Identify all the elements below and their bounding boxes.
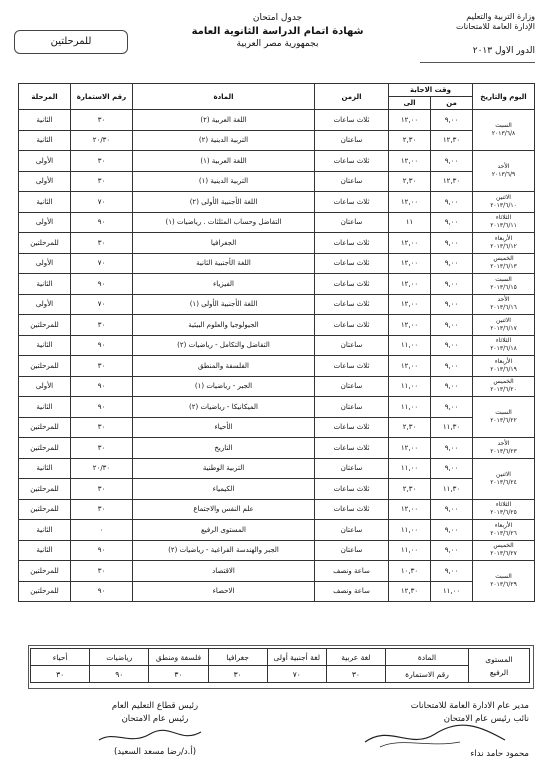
table-row bbox=[19, 540, 535, 561]
end-time-cell: ١٢,٠٠ bbox=[389, 274, 431, 295]
duration-cell: ثلاث ساعات bbox=[315, 110, 389, 131]
start-time-cell: ٩,٠٠ bbox=[431, 397, 473, 418]
form-number-cell: ٩٠ bbox=[71, 376, 133, 397]
stage-cell: الثانية bbox=[19, 274, 71, 295]
table-row bbox=[19, 274, 535, 295]
subject-cell: التفاضل والتكامل - رياضيات (٢) bbox=[133, 335, 315, 356]
stage-cell: للمرحلتين bbox=[19, 438, 71, 459]
subject-cell: اللغة الأجنبية الأولى (١) bbox=[133, 294, 315, 315]
schedule-body bbox=[19, 110, 535, 602]
handwritten-signature-left bbox=[95, 726, 205, 748]
form-number-cell: ٣٠ bbox=[71, 356, 133, 377]
signatory-title: رئيس قطاع التعليم العام bbox=[111, 701, 199, 711]
end-time-cell: ١٢,٠٠ bbox=[389, 315, 431, 336]
exam-date: ٢٠١٣/٦/٢٣ bbox=[490, 447, 517, 455]
end-time-cell: ١١,٠٠ bbox=[389, 540, 431, 561]
exam-date: ٢٠١٣/٦/١٦ bbox=[490, 304, 517, 312]
day-name: الأربعاء bbox=[494, 521, 513, 529]
start-time-cell: ٩,٠٠ bbox=[431, 335, 473, 356]
ministry-name: وزارة التربية والتعليم bbox=[466, 12, 535, 21]
form-number-cell: ٧٠ bbox=[71, 294, 133, 315]
form-number-cell: ٣٠ bbox=[71, 479, 133, 500]
duration-cell: ثلاث ساعات bbox=[315, 151, 389, 172]
subject-cell: الأحياء bbox=[133, 417, 315, 438]
start-time-cell: ٩,٠٠ bbox=[431, 561, 473, 582]
footer-level-value: الرفيع bbox=[489, 667, 509, 677]
end-time-cell: ١٢,٠٠ bbox=[389, 438, 431, 459]
table-row bbox=[19, 356, 535, 377]
subject-cell: التربية الوطنية bbox=[133, 458, 315, 479]
duration-cell: ساعتان bbox=[315, 130, 389, 151]
exam-date: ٢٠١٣/٦/١٥ bbox=[490, 283, 517, 291]
table-row bbox=[19, 212, 535, 233]
day-name: الاثنين bbox=[496, 193, 511, 201]
duration-cell: ثلاث ساعات bbox=[315, 274, 389, 295]
day-date-cell bbox=[473, 335, 535, 356]
stage-cell: الأولى bbox=[19, 212, 71, 233]
form-number-cell: ٧٠ bbox=[71, 253, 133, 274]
stage-cell: الثانية bbox=[19, 458, 71, 479]
day-name: الأحد bbox=[497, 439, 510, 447]
day-name: الأربعاء bbox=[494, 357, 513, 365]
header-divider bbox=[420, 62, 535, 63]
exam-date: ٢٠١٣/٦/٩ bbox=[491, 171, 516, 178]
subject-cell: الميكانيكا - رياضيات (٢) bbox=[133, 397, 315, 418]
start-time-cell: ٩,٠٠ bbox=[431, 253, 473, 274]
subject-cell: الجبر والهندسة الفراغية - رياضيات (٢) bbox=[133, 540, 315, 561]
end-time-cell: ١٢,٣٠ bbox=[389, 581, 431, 602]
stage-cell: للمرحلتين bbox=[19, 499, 71, 520]
end-time-cell: ١١ bbox=[389, 212, 431, 233]
subject-cell: الجغرافيا bbox=[133, 233, 315, 254]
footer-form: ٣٠ bbox=[31, 666, 90, 683]
footer-table bbox=[30, 648, 530, 683]
day-name: السبت bbox=[495, 275, 512, 283]
signatory-name: محمود حامد نداء bbox=[470, 749, 529, 759]
form-number-cell: ٩٠ bbox=[71, 212, 133, 233]
day-name: الاثنين bbox=[496, 316, 511, 324]
table-row bbox=[19, 458, 535, 479]
day-date-cell bbox=[473, 356, 535, 377]
end-time-cell: ١٢,٠٠ bbox=[389, 151, 431, 172]
footer-subject: أحياء bbox=[31, 649, 90, 666]
form-number-cell: ٩٠ bbox=[71, 397, 133, 418]
exam-date: ٢٠١٣/٦/١١ bbox=[490, 222, 517, 230]
day-date-cell bbox=[473, 376, 535, 397]
header-form-no: رقم الاستمارة bbox=[71, 84, 133, 110]
day-name: الخميس bbox=[493, 542, 514, 550]
start-time-cell: ٩,٠٠ bbox=[431, 110, 473, 131]
form-number-cell: ٣٠ bbox=[71, 110, 133, 131]
form-number-cell: ٣٠ bbox=[71, 233, 133, 254]
exam-round: الدور الاول ٢٠١٣ bbox=[472, 46, 535, 56]
day-date-cell bbox=[473, 397, 535, 438]
start-time-cell: ٩,٠٠ bbox=[431, 376, 473, 397]
start-time-cell: ١١,٣٠ bbox=[431, 417, 473, 438]
table-row bbox=[19, 192, 535, 213]
table-row bbox=[19, 499, 535, 520]
signatory-name: (أ.د/رضا مسعد السعيد) bbox=[113, 747, 197, 757]
day-name: الخميس bbox=[493, 378, 514, 386]
duration-cell: ساعتان bbox=[315, 376, 389, 397]
start-time-cell: ٩,٠٠ bbox=[431, 294, 473, 315]
day-date-cell bbox=[473, 212, 535, 233]
subject-cell: الكيمياء bbox=[133, 479, 315, 500]
table-row bbox=[19, 479, 535, 500]
subject-cell: التربية الدينية (٢) bbox=[133, 130, 315, 151]
start-time-cell: ٩,٠٠ bbox=[431, 499, 473, 520]
form-number-cell: ٣٠ bbox=[71, 499, 133, 520]
stage-cell: للمرحلتين bbox=[19, 356, 71, 377]
subject-cell: الاحصاء bbox=[133, 581, 315, 602]
form-number-cell: ٣٠ bbox=[71, 315, 133, 336]
end-time-cell: ١٢,٠٠ bbox=[389, 499, 431, 520]
stage-cell: للمرحلتين bbox=[19, 315, 71, 336]
start-time-cell: ١٢,٣٠ bbox=[431, 171, 473, 192]
subject-cell: الجيولوجيا والعلوم البيئية bbox=[133, 315, 315, 336]
footer-form: ٣٠ bbox=[208, 666, 267, 683]
stage-cell: للمرحلتين bbox=[19, 479, 71, 500]
day-name: السبت bbox=[495, 409, 512, 416]
table-row bbox=[19, 520, 535, 541]
end-time-cell: ١٢,٠٠ bbox=[389, 233, 431, 254]
exam-date: ٢٠١٣/٦/٢٤ bbox=[490, 478, 517, 486]
end-time-cell: ١٢,٠٠ bbox=[389, 294, 431, 315]
form-number-cell: ٩٠ bbox=[71, 274, 133, 295]
footer-subject: رياضيات bbox=[90, 649, 149, 666]
subject-cell: اللغة العربية (٢) bbox=[133, 110, 315, 131]
end-time-cell: ١٢,٠٠ bbox=[389, 192, 431, 213]
end-time-cell: ٢,٣٠ bbox=[389, 417, 431, 438]
duration-cell: ساعتان bbox=[315, 397, 389, 418]
stage-cell: للمرحلتين bbox=[19, 581, 71, 602]
end-time-cell: ١٢,٠٠ bbox=[389, 253, 431, 274]
schedule-table bbox=[18, 83, 535, 602]
table-row bbox=[19, 151, 535, 172]
day-date-cell bbox=[473, 315, 535, 336]
start-time-cell: ٩,٠٠ bbox=[431, 212, 473, 233]
duration-cell: ثلاث ساعات bbox=[315, 438, 389, 459]
start-time-cell: ١٢,٣٠ bbox=[431, 130, 473, 151]
start-time-cell: ٩,٠٠ bbox=[431, 458, 473, 479]
signatory-role: نائب رئيس عام الامتحان bbox=[443, 714, 529, 724]
table-row bbox=[19, 581, 535, 602]
duration-cell: ساعتان bbox=[315, 171, 389, 192]
footer-subject: جغرافيا bbox=[208, 649, 267, 666]
end-time-cell: ١١,٠٠ bbox=[389, 376, 431, 397]
end-time-cell: ١٢,٠٠ bbox=[389, 356, 431, 377]
header-answer-time: وقت الاجابة bbox=[389, 84, 473, 97]
footer-level-label: المستوى bbox=[485, 654, 513, 664]
form-number-cell: ٣٠ bbox=[71, 438, 133, 459]
table-row bbox=[19, 171, 535, 192]
stage-cell: الأولى bbox=[19, 376, 71, 397]
duration-cell: ثلاث ساعات bbox=[315, 233, 389, 254]
subject-cell: الفلسفة والمنطق bbox=[133, 356, 315, 377]
day-name: الثلاثاء bbox=[495, 214, 512, 222]
footer-subject-label: المادة bbox=[386, 649, 469, 666]
duration-cell: ساعتان bbox=[315, 335, 389, 356]
stage-cell: الثانية bbox=[19, 520, 71, 541]
header-day-date: اليوم والتاريخ bbox=[473, 84, 535, 110]
duration-cell: ساعتان bbox=[315, 458, 389, 479]
stage-cell: الثانية bbox=[19, 110, 71, 131]
form-number-cell: ٣٠ bbox=[71, 171, 133, 192]
day-name: الثلاثاء bbox=[495, 337, 512, 345]
duration-cell: ثلاث ساعات bbox=[315, 192, 389, 213]
subject-cell: الفيزياء bbox=[133, 274, 315, 295]
department-name: الإدارة العامة للامتحانات bbox=[456, 22, 535, 31]
end-time-cell: ١١,٠٠ bbox=[389, 335, 431, 356]
stage-cell: الثانية bbox=[19, 130, 71, 151]
duration-cell: ساعة ونصف bbox=[315, 561, 389, 582]
document-title bbox=[170, 12, 385, 51]
title-line-2: شهادة اتمام الدراسة الثانوية العامة bbox=[191, 26, 364, 37]
exam-date: ٢٠١٣/٦/٢٧ bbox=[490, 550, 517, 558]
day-date-cell bbox=[473, 540, 535, 561]
day-date-cell bbox=[473, 274, 535, 295]
header-to: الى bbox=[389, 97, 431, 110]
table-row bbox=[19, 335, 535, 356]
table-row bbox=[19, 417, 535, 438]
form-number-cell: ٩٠ bbox=[71, 335, 133, 356]
exam-date: ٢٠١٣/٦/١٣ bbox=[490, 263, 517, 271]
stage-cell: للمرحلتين bbox=[19, 417, 71, 438]
footer-form: ٧٠ bbox=[267, 666, 326, 683]
day-name: الأحد bbox=[497, 163, 510, 170]
end-time-cell: ١١,٠٠ bbox=[389, 520, 431, 541]
form-number-cell: ٠ bbox=[71, 520, 133, 541]
exam-date: ٢٠١٣/٦/٢٠ bbox=[490, 386, 517, 394]
form-number-cell: ٩٠ bbox=[71, 581, 133, 602]
day-date-cell bbox=[473, 561, 535, 602]
exam-date: ٢٠١٣/٦/٢٢ bbox=[490, 417, 517, 424]
subject-cell: اللغة الأجنبية الثانية bbox=[133, 253, 315, 274]
end-time-cell: ١١,٠٠ bbox=[389, 397, 431, 418]
day-name: السبت bbox=[495, 573, 512, 580]
end-time-cell: ٢,٣٠ bbox=[389, 130, 431, 151]
start-time-cell: ٩,٠٠ bbox=[431, 438, 473, 459]
duration-cell: ثلاث ساعات bbox=[315, 417, 389, 438]
exam-date: ٢٠١٣/٦/١٩ bbox=[490, 365, 517, 373]
subject-cell: التاريخ bbox=[133, 438, 315, 459]
subject-cell: اللغة الأجنبية الأولى (٢) bbox=[133, 192, 315, 213]
duration-cell: ساعتان bbox=[315, 212, 389, 233]
day-date-cell bbox=[473, 110, 535, 151]
subject-cell: الجبر - رياضيات (١) bbox=[133, 376, 315, 397]
end-time-cell: ١١,٠٠ bbox=[389, 458, 431, 479]
day-name: الأربعاء bbox=[494, 234, 513, 242]
day-date-cell bbox=[473, 233, 535, 254]
start-time-cell: ٩,٠٠ bbox=[431, 540, 473, 561]
table-row bbox=[19, 130, 535, 151]
table-row bbox=[19, 253, 535, 274]
start-time-cell: ١١,٠٠ bbox=[431, 581, 473, 602]
duration-cell: ثلاث ساعات bbox=[315, 315, 389, 336]
footer-subject: لغة أجنبية أولى bbox=[267, 649, 326, 666]
footer-form: ٣٠ bbox=[149, 666, 208, 683]
footer-form: ٩٠ bbox=[90, 666, 149, 683]
day-name: الأحد bbox=[497, 296, 510, 304]
table-row bbox=[19, 294, 535, 315]
form-number-cell: ٢٠/٣٠ bbox=[71, 458, 133, 479]
table-row bbox=[19, 376, 535, 397]
form-number-cell: ٢٠/٣٠ bbox=[71, 130, 133, 151]
duration-cell: ساعة ونصف bbox=[315, 581, 389, 602]
stage-cell: الأولى bbox=[19, 171, 71, 192]
footer-level-cell bbox=[469, 649, 530, 683]
end-time-cell: ٢,٣٠ bbox=[389, 479, 431, 500]
day-date-cell bbox=[473, 151, 535, 192]
exam-date: ٢٠١٣/٦/١٢ bbox=[490, 242, 517, 250]
start-time-cell: ٩,٠٠ bbox=[431, 520, 473, 541]
subject-cell: المستوى الرفيع bbox=[133, 520, 315, 541]
start-time-cell: ٩,٠٠ bbox=[431, 192, 473, 213]
end-time-cell: ١٠,٣٠ bbox=[389, 561, 431, 582]
stage-cell: الثانية bbox=[19, 540, 71, 561]
footer-form-label: رقم الاستمارة bbox=[386, 666, 469, 683]
day-date-cell bbox=[473, 438, 535, 459]
form-number-cell: ٧٠ bbox=[71, 192, 133, 213]
form-number-cell: ٣٠ bbox=[71, 561, 133, 582]
duration-cell: ساعتان bbox=[315, 540, 389, 561]
header-stage: المرحلة bbox=[19, 84, 71, 110]
day-name: الثلاثاء bbox=[495, 501, 512, 509]
header-duration: الزمن bbox=[315, 84, 389, 110]
day-name: الخميس bbox=[493, 255, 514, 263]
day-date-cell bbox=[473, 499, 535, 520]
duration-cell: ساعتان bbox=[315, 520, 389, 541]
table-row bbox=[19, 438, 535, 459]
start-time-cell: ١١,٣٠ bbox=[431, 479, 473, 500]
form-number-cell: ٣٠ bbox=[71, 417, 133, 438]
footer-form: ٣٠ bbox=[326, 666, 385, 683]
day-date-cell bbox=[473, 192, 535, 213]
stage-cell: الثانية bbox=[19, 192, 71, 213]
duration-cell: ثلاث ساعات bbox=[315, 356, 389, 377]
form-number-cell: ٩٠ bbox=[71, 540, 133, 561]
stage-cell: للمرحلتين bbox=[19, 561, 71, 582]
stage-cell: الأولى bbox=[19, 294, 71, 315]
exam-date: ٢٠١٣/٦/٢٥ bbox=[490, 509, 517, 517]
exam-date: ٢٠١٣/٦/٢٩ bbox=[490, 581, 517, 588]
table-row bbox=[19, 110, 535, 131]
subject-cell: التربية الدينية (١) bbox=[133, 171, 315, 192]
exam-date: ٢٠١٣/٦/١٧ bbox=[490, 324, 517, 332]
end-time-cell: ١٢,٠٠ bbox=[389, 110, 431, 131]
footer-subject: فلسفة ومنطق bbox=[149, 649, 208, 666]
stage-cell: الثانية bbox=[19, 335, 71, 356]
day-date-cell bbox=[473, 458, 535, 499]
table-row bbox=[19, 397, 535, 418]
table-row bbox=[19, 233, 535, 254]
duration-cell: ثلاث ساعات bbox=[315, 294, 389, 315]
start-time-cell: ٩,٠٠ bbox=[431, 315, 473, 336]
exam-date: ٢٠١٣/٦/١٨ bbox=[490, 345, 517, 353]
duration-cell: ثلاث ساعات bbox=[315, 479, 389, 500]
subject-cell: الاقتصاد bbox=[133, 561, 315, 582]
stage-box: للمرحلتين bbox=[14, 30, 128, 54]
stage-cell: الثانية bbox=[19, 397, 71, 418]
table-row bbox=[19, 315, 535, 336]
exam-date: ٢٠١٣/٦/١٠ bbox=[490, 201, 517, 209]
start-time-cell: ٩,٠٠ bbox=[431, 151, 473, 172]
exam-date: ٢٠١٣/٦/٨ bbox=[491, 130, 516, 137]
exam-date: ٢٠١٣/٦/٢٦ bbox=[490, 529, 517, 537]
title-line-1: جدول امتحان bbox=[252, 13, 303, 23]
ministry-header bbox=[415, 12, 535, 56]
start-time-cell: ٩,٠٠ bbox=[431, 356, 473, 377]
title-line-3: بجمهورية مصر العربية bbox=[236, 39, 319, 49]
signatory-role: رئيس عام الامتحان bbox=[121, 714, 189, 724]
stage-cell: الأولى bbox=[19, 151, 71, 172]
handwritten-signature-right bbox=[360, 722, 510, 752]
day-date-cell bbox=[473, 520, 535, 541]
start-time-cell: ٩,٠٠ bbox=[431, 274, 473, 295]
form-number-cell: ٣٠ bbox=[71, 151, 133, 172]
subject-cell: اللغة العربية (١) bbox=[133, 151, 315, 172]
end-time-cell: ٢,٣٠ bbox=[389, 171, 431, 192]
header-subject: المادة bbox=[133, 84, 315, 110]
subject-cell: علم النفس والاجتماع bbox=[133, 499, 315, 520]
duration-cell: ثلاث ساعات bbox=[315, 499, 389, 520]
day-name: السبت bbox=[495, 122, 512, 129]
day-date-cell bbox=[473, 294, 535, 315]
table-row bbox=[19, 561, 535, 582]
signatory-title: مدير عام الادارة العامة للامتحانات bbox=[410, 701, 529, 711]
duration-cell: ثلاث ساعات bbox=[315, 253, 389, 274]
footer-subject: لغة عربية bbox=[326, 649, 385, 666]
day-name: الاثنين bbox=[496, 470, 511, 478]
day-date-cell bbox=[473, 253, 535, 274]
stage-cell: الأولى bbox=[19, 253, 71, 274]
subject-cell: التفاضل وحساب المثلثات . رياضيات (١) bbox=[133, 212, 315, 233]
stage-cell: للمرحلتين bbox=[19, 233, 71, 254]
start-time-cell: ٩,٠٠ bbox=[431, 233, 473, 254]
header-from: من bbox=[431, 97, 473, 110]
